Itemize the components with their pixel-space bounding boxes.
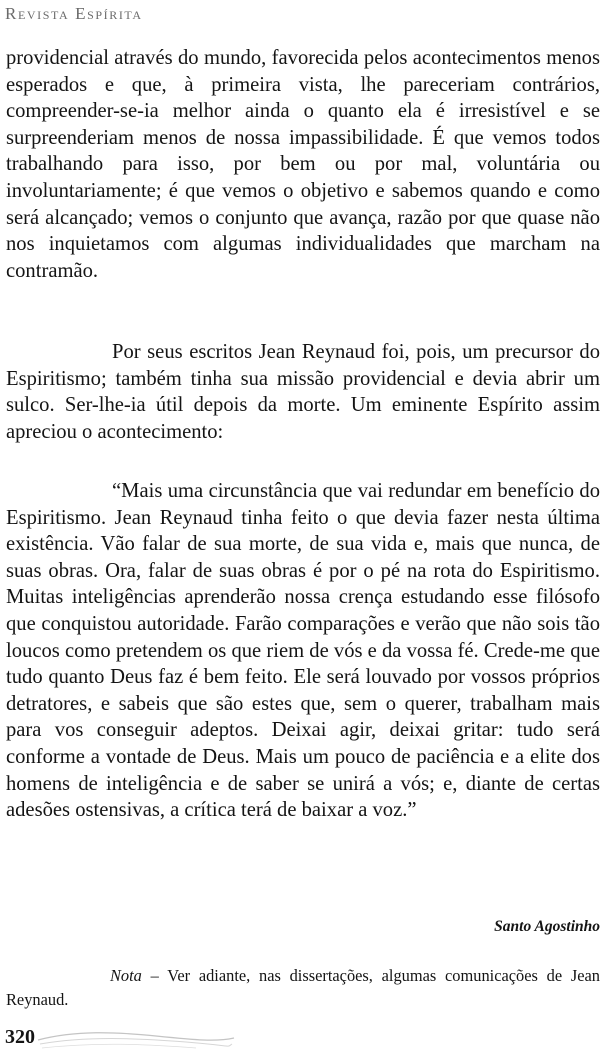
signature: Santo Agostinho: [494, 918, 600, 935]
paragraph-precursor: Por seus escritos Jean Reynaud foi, pois, um precursor do Espiritismo; também tinha sua missão providencial e devia abrir um sulco. Ser-lhe-ia útil depois da morte. Um eminente Espírito assim apreciou o acontecimento:: [6, 341, 600, 443]
editorial-note: [6, 964, 600, 1012]
footer-flourish-ornament: [36, 1028, 236, 1054]
note-label: Nota: [110, 966, 142, 985]
paragraph-continuation: providencial através do mundo, favorecida pelos acontecimentos menos esperados e que, à primeira vista, lhe pareceriam contrários, compreender-se-ia melhor ainda o quanto ela é irresistível e se surpreenderiam menos de nossa impassibilidade. É que vemos todos trabalhando para isso, por bem ou por mal, voluntária ou involuntariamente; é que vemos o objetivo e sabemos quando e como será alcançado; vemos o conjunto que avança, razão por que quase não nos inquietamos com algumas individualidades que marcham na contramão.: [6, 47, 600, 282]
page-number: 320: [5, 1026, 35, 1048]
quoted-communication: “Mais uma circunstância que vai redundar em benefício do Espiritismo. Jean Reynaud tinha feito o que devia fazer nesta última existência. Vão falar de sua morte, de sua vida e, mais que nunca, de suas obras. Ora, falar de suas obras é por o pé na rota do Espiritismo. Muitas inteligências aprenderão nossa crença estudando esse filósofo que conquistou autoridade. Farão comparações e verão que não sois tão loucos como pretendem os que riem de vós e da vossa fé. Crede-me que tudo quanto Deus faz é bem feito. Ele será louvado por vossos próprios detratores, e sabeis que são estes que, sem o querer, trabalham mais para vos conseguir adeptos. Deixai agir, deixai gritar: tudo será conforme a vontade de Deus. Mais um pouco de paciência e a elite dos homens de inteligência e de saber se unirá a vós; e, diante de certas adesões ostensivas, a crítica terá de baixar a voz.”: [6, 480, 600, 822]
note-text: – Ver adiante, nas dissertações, algumas comunicações de Jean Reynaud.: [6, 966, 600, 1009]
running-head: Revista Espírita: [5, 4, 143, 23]
